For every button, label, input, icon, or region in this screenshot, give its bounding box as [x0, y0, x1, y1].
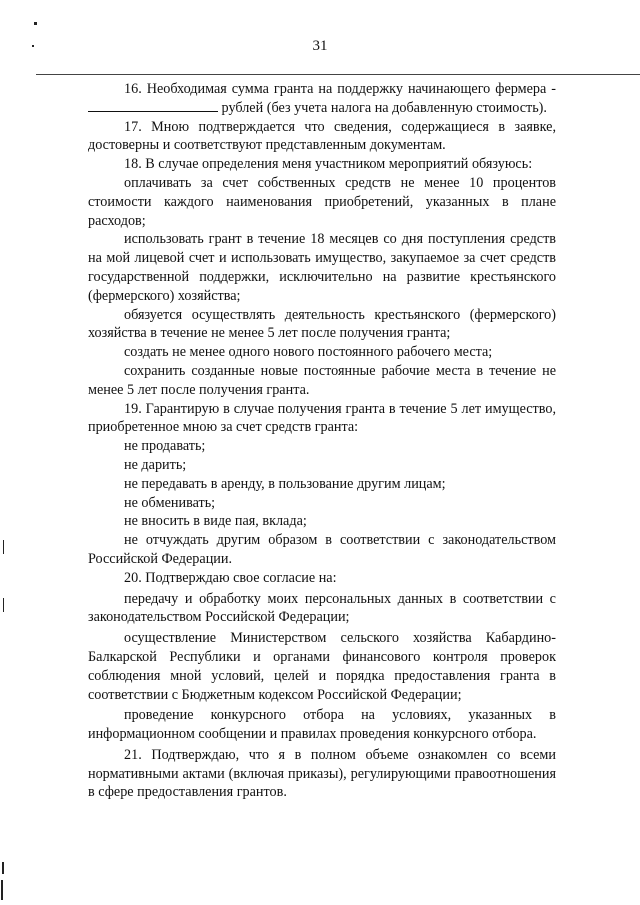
item-21: 21. Подтверждаю, что я в полном объеме ознакомлен со всеми нормативными актами (включая приказы), регулирующими правоотношения в сфере предоставления грантов. — [88, 746, 556, 801]
item-16 — [88, 80, 556, 118]
consent-item: передачу и обработку моих персональных данных в соответствии с законодательством Российской Федерации; — [88, 590, 556, 626]
item-16-text-end: рублей (без учета налога на добавленную стоимость). — [221, 99, 547, 116]
document-body — [88, 80, 556, 802]
item-16-text-start: 16. Необходимая сумма гранта на поддержку начинающего фермера - — [124, 81, 556, 97]
guarantee-item: не передавать в аренду, в пользование другим лицам; — [124, 475, 446, 492]
guarantee-item: не отчуждать другим образом в соответствии с законодательством Российской Федерации. — [88, 532, 556, 567]
guarantee-item: не обменивать; — [124, 494, 216, 511]
obligation-item: использовать грант в течение 18 месяцев со дня поступления средств на мой лицевой счет и использовать имущество, закупаемое за счет средств государственной поддержки, исключительно на развитие крестьянского (фермерского) хозяйства; — [88, 231, 556, 304]
obligation-item: оплачивать за счет собственных средств не менее 10 процентов стоимости каждого наименования приобретений, указанных в плане расходов; — [88, 174, 556, 229]
obligation-item: сохранить созданные новые постоянные рабочие места в течение не менее 5 лет после получения гранта. — [88, 362, 556, 398]
obligation-item: обязуется осуществлять деятельность крестьянского (фермерского) хозяйства в течение не менее 5 лет после получения гранта; — [88, 306, 556, 342]
page-rule — [36, 74, 640, 75]
consent-item: проведение конкурсного отбора на условиях, указанных в информационном сообщении и правилах проведения конкурсного отбора. — [88, 707, 556, 743]
item-19-intro: 19. Гарантирую в случае получения гранта в течение 5 лет имущество, приобретенное мною за счет средств гранта: — [88, 400, 556, 436]
item-20-intro: 20. Подтверждаю свое согласие на: — [124, 569, 337, 586]
scan-mark — [1, 880, 3, 900]
guarantee-item: не вносить в виде пая, вклада; — [124, 513, 307, 530]
grant-amount-blank — [88, 99, 218, 112]
scan-mark — [3, 540, 4, 554]
consent-item: осуществление Министерством сельского хозяйства Кабардино-Балкарской Республики и органами финансового контроля проверок соблюдения мной условий, целей и порядка предоставления гранта в соответствии с Бюджетным кодексом Российской Федерации; — [88, 630, 556, 703]
item-17: 17. Мною подтверждается что сведения, содержащиеся в заявке, достоверны и соответствуют представленным документам. — [88, 118, 556, 154]
obligation-item: создать не менее одного нового постоянного рабочего места; — [124, 344, 493, 361]
item-18-intro: 18. В случае определения меня участником мероприятий обязуюсь: — [124, 156, 533, 173]
guarantee-item: не дарить; — [124, 456, 187, 473]
guarantee-item: не продавать; — [124, 438, 206, 455]
scan-mark — [3, 598, 4, 612]
scan-mark — [34, 22, 37, 25]
scan-mark — [2, 862, 4, 874]
page-number: 31 — [312, 38, 328, 54]
